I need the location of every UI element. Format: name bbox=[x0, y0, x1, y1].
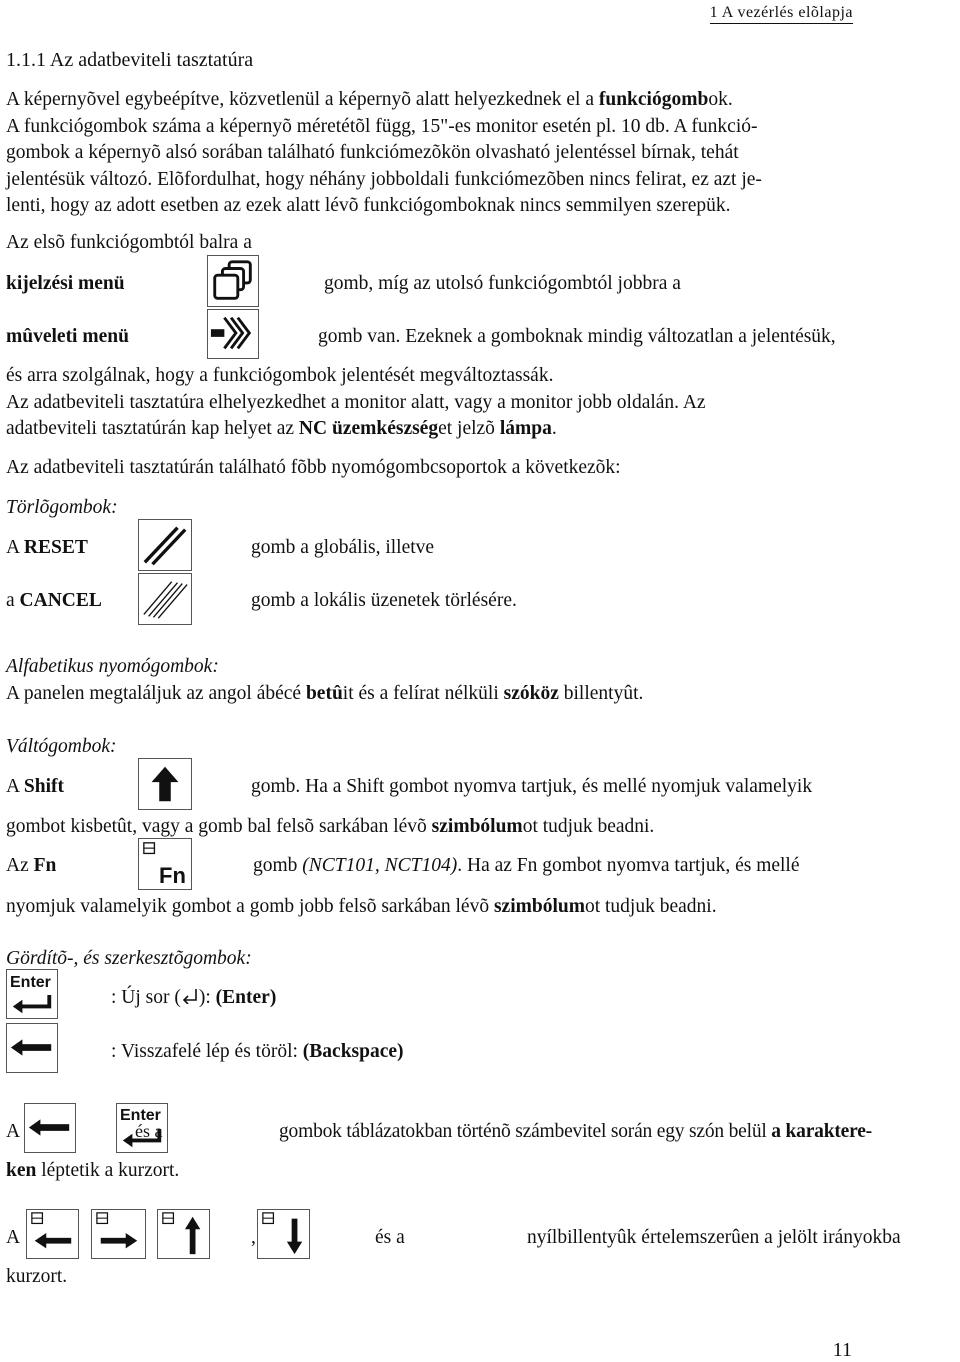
reset-key[interactable] bbox=[138, 519, 192, 571]
page-number: 11 bbox=[832, 1339, 852, 1361]
enter-key-label: Enter bbox=[10, 974, 51, 991]
shift-label: A Shift bbox=[6, 776, 64, 797]
arrow-up-key[interactable] bbox=[157, 1209, 210, 1259]
table-nav-enter-label: Enter bbox=[120, 1107, 161, 1124]
cancel-key[interactable] bbox=[138, 573, 192, 625]
alpha-keys-heading: Alfabetikus nyomógombok: bbox=[6, 656, 219, 677]
menus-after-line-2: Az adatbeviteli tasztatúra elhelyezkedhet a monitor alatt, vagy a monitor jobb oldalán. Az bbox=[6, 391, 706, 413]
arrow-up-icon bbox=[139, 759, 191, 809]
term-funkciogomb: funkciógomb bbox=[598, 89, 709, 110]
menus-after-line-3: adatbeviteli tasztatúrán kap helyet az NC üzemkészséget jelzõ lámpa. bbox=[6, 418, 557, 439]
arrow-left-key[interactable] bbox=[26, 1209, 79, 1259]
display-menu-key[interactable] bbox=[207, 255, 259, 307]
alpha-keys-text: A panelen megtaláljuk az angol ábécé betûit és a felírat nélküli szóköz billentyût. bbox=[6, 683, 644, 704]
table-nav-es-a: és a bbox=[135, 1121, 163, 1141]
return-symbol-icon bbox=[181, 988, 199, 1004]
operations-menu-text: gomb van. Ezeknek a gomboknak mindig változatlan a jelentésük, bbox=[318, 326, 836, 347]
arrows-es-a: és a bbox=[375, 1227, 405, 1248]
intro-line-5: lenti, hogy az adott esetben az ezek alatt lévõ funkciógomboknak nincs semmilyen szerepük. bbox=[6, 195, 731, 216]
intro-line-1: A képernyõvel egybeépítve, közvetlenül a képernyõ alatt helyezkednek el a funkciógombok. bbox=[6, 89, 733, 110]
shift-keys-heading: Váltógombok: bbox=[6, 736, 117, 757]
table-nav-text-line-2: ken léptetik a kurzort. bbox=[6, 1160, 180, 1181]
arrows-text-line-2: kurzort. bbox=[6, 1266, 68, 1287]
intro-line-2: A funkciógombok száma a képernyõ méretétõl függ, 15"-es monitor esetén pl. 10 db. A funkció- bbox=[6, 115, 758, 137]
enter-key[interactable] bbox=[6, 969, 58, 1019]
fn-key-label: Fn bbox=[159, 863, 186, 888]
backspace-text: : Visszafelé lép és töröl: (Backspace) bbox=[111, 1041, 404, 1062]
display-menu-text: gomb, míg az utolsó funkciógombtól jobbra a bbox=[324, 273, 681, 294]
arrows-a: A bbox=[6, 1227, 21, 1248]
table-nav-text: gombok táblázatokban történõ számbevitel során egy szón belül a karaktere- bbox=[279, 1121, 872, 1142]
arrow-right-key[interactable] bbox=[91, 1209, 146, 1259]
operations-menu-key[interactable] bbox=[207, 309, 259, 359]
backspace-key[interactable] bbox=[6, 1023, 58, 1073]
running-header: 1 A vezérlés elõlapja bbox=[710, 3, 853, 24]
reset-text: gomb a globális, illetve bbox=[251, 537, 435, 558]
shift-text: gomb. Ha a Shift gombot nyomva tartjuk, és mellé nyomjuk valamelyik bbox=[251, 776, 813, 797]
edit-keys-heading: Gördítõ-, és szerkesztõgombok: bbox=[6, 948, 252, 969]
cancel-text: gomb a lokális üzenetek törlésére. bbox=[251, 590, 517, 611]
multi-slash-icon bbox=[139, 574, 191, 624]
enter-arrow-icon bbox=[7, 970, 57, 1018]
groups-intro: Az adatbeviteli tasztatúrán található fõbb nyomógombcsoportok a következõk: bbox=[6, 457, 621, 478]
fn-text-line-2: nyomjuk valamelyik gombot a gomb jobb felsõ sarkában lévõ szimbólumot tudjuk beadni. bbox=[6, 896, 717, 917]
intro-line-3: gombok a képernyõ alsó sorában található funkciómezõkön olvasható jelentéssel bírnak, tehát bbox=[6, 142, 739, 163]
menus-after-line-1: és arra szolgálnak, hogy a funkciógombok jelentését megváltoztassák. bbox=[6, 365, 554, 386]
stacked-windows-icon bbox=[208, 256, 258, 306]
arrow-left-icon bbox=[7, 1024, 57, 1072]
arrow-left-icon bbox=[25, 1104, 75, 1152]
table-nav-a: A bbox=[6, 1121, 21, 1142]
menus-after-paragraph bbox=[6, 363, 854, 443]
fn-label: Az Fn bbox=[6, 855, 57, 876]
intro-line-4: jelentésük változó. Elõfordulhat, hogy néhány jobboldali funkciómezõben nincs felirat, ez azt je- bbox=[6, 168, 762, 190]
enter-text: : Új sor ( ): (Enter) bbox=[111, 987, 277, 1008]
intro-paragraph bbox=[6, 87, 854, 220]
table-nav-enter-key[interactable] bbox=[116, 1103, 168, 1153]
fn-key[interactable] bbox=[138, 838, 192, 890]
operations-menu-label: mûveleti menü bbox=[6, 326, 129, 347]
arrow-right-icon bbox=[92, 1210, 145, 1258]
arrow-left-icon bbox=[27, 1210, 78, 1258]
section-title: 1.1.1 Az adatbeviteli tasztatúra bbox=[6, 49, 254, 71]
arrows-comma: , bbox=[251, 1227, 256, 1248]
delete-keys-heading: Törlõgombok: bbox=[6, 497, 118, 518]
fn-text: gomb (NCT101, NCT104). Ha az Fn gombot nyomva tartjuk, és mellé bbox=[253, 855, 800, 876]
menus-lead: Az elsõ funkciógombtól balra a bbox=[6, 232, 252, 253]
shift-text-line-2: gombot kisbetût, vagy a gomb bal felsõ sarkában lévõ szimbólumot tudjuk beadni. bbox=[6, 816, 655, 837]
shift-key[interactable] bbox=[138, 758, 192, 810]
double-slash-bold-icon bbox=[139, 520, 191, 570]
table-nav-left-key[interactable] bbox=[24, 1103, 76, 1153]
arrow-down-key[interactable] bbox=[257, 1209, 310, 1259]
arrow-up-icon bbox=[158, 1210, 209, 1258]
double-chevron-right-icon bbox=[208, 310, 258, 358]
display-menu-label: kijelzési menü bbox=[6, 273, 125, 294]
arrow-down-icon bbox=[258, 1210, 309, 1258]
arrows-text: nyílbillentyûk értelemszerûen a jelölt irányokba bbox=[527, 1227, 901, 1248]
reset-label: A RESET bbox=[6, 537, 88, 558]
cancel-label: a CANCEL bbox=[6, 590, 102, 611]
